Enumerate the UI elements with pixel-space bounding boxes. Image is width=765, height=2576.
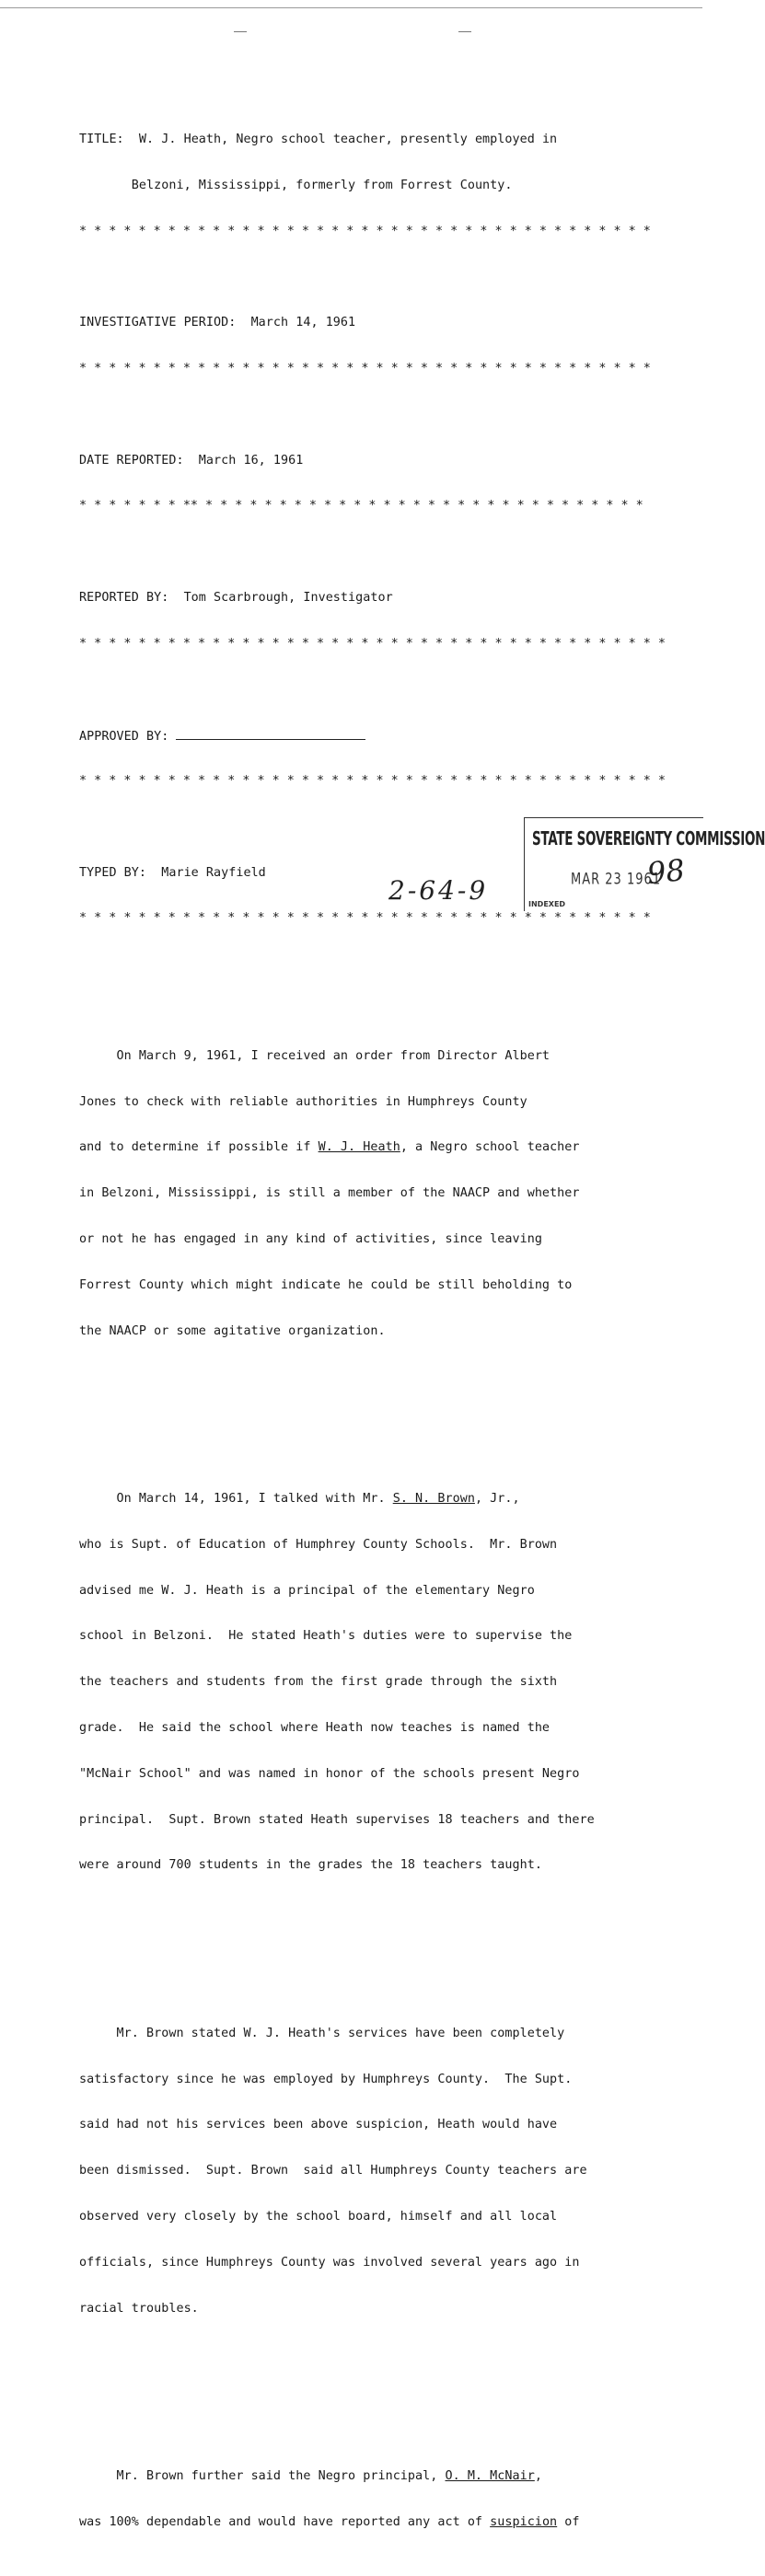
paragraph-line: school in Belzoni. He stated Heath's duties were to supervise the [79, 1629, 573, 1644]
paragraph-line: the NAACP or some agitative organization. [79, 1323, 386, 1338]
investigative-period: INVESTIGATIVE PERIOD: March 14, 1961 [79, 316, 356, 330]
top-border-line [0, 7, 702, 8]
paragraph-line: who is Supt. of Education of Humphrey County Schools. Mr. Brown [79, 1537, 558, 1552]
paragraph-line [79, 1492, 668, 1507]
text-fragment: On March 14, 1961, I talked with Mr. [79, 1492, 393, 1507]
star-separator: * * * * * * * * * * * * * * * * * * * * * * * * * * * * * * * * * * * * * * * [79, 362, 651, 376]
text-fragment: and to determine if possible if [79, 1140, 319, 1155]
paragraph-line: officials, since Humphreys County was involved several years ago in [79, 2255, 580, 2270]
title-line-2 [79, 179, 668, 194]
approved-by-row [79, 728, 668, 744]
star-separator: * * * * * * * * * * * * * * * * * * * * * * * * * * * * * * * * * * * * * * * [79, 224, 651, 238]
reported-by: REPORTED BY: Tom Scarbrough, Investigator [79, 591, 393, 605]
stamp-indexed-label: INDEXED [528, 900, 566, 908]
title-text: W. J. Heath, Negro school teacher, presently employed in [138, 133, 558, 147]
paragraph-line: advised me W. J. Heath is a principal of the elementary Negro [79, 1583, 535, 1598]
paragraph-3 [79, 1996, 668, 2348]
top-mark [458, 31, 471, 32]
paragraph-line: racial troubles. [79, 2301, 199, 2316]
paragraph-line: satisfactory since he was employed by Humphreys County. The Supt. [79, 2072, 573, 2086]
stamp-handwritten-number: 98 [645, 851, 687, 892]
paragraph-line: grade. He said the school where Heath now teaches is named the [79, 1720, 551, 1735]
approval-signature-line [176, 728, 365, 740]
paragraph-4 [79, 2439, 668, 2561]
star-separator: * * * * * * * ** * * * * * * * * * * * * * * * * * * * * * * * * * * * * * * [79, 499, 643, 514]
text-fragment: of [557, 2514, 580, 2529]
paragraph-line: "McNair School" and was named in honor of the schools present Negro [79, 1766, 580, 1781]
star-separator: * * * * * * * * * * * * * * * * * * * * * * * * * * * * * * * * * * * * * * * * [79, 636, 666, 651]
report-document [79, 102, 668, 2576]
paragraph-line [79, 1140, 668, 1156]
paragraph-line: principal. Supt. Brown stated Heath supervises 18 teachers and there [79, 1812, 595, 1827]
paragraph-line: On March 9, 1961, I received an order from Director Albert [79, 1048, 551, 1063]
paragraph-line [79, 2515, 668, 2531]
stamp-border [525, 817, 703, 818]
underlined-name: O. M. McNair [445, 2469, 535, 2484]
typed-by: TYPED BY: Marie Rayfield [79, 865, 266, 880]
paragraph-1 [79, 1019, 668, 1370]
paragraph-line: Mr. Brown stated W. J. Heath's services have been completely [79, 2026, 565, 2040]
underlined-name: W. J. Heath [318, 1140, 400, 1155]
paragraph-2 [79, 1461, 668, 1904]
stamp-date: MAR 23 1961 [571, 871, 662, 889]
star-separator: * * * * * * * * * * * * * * * * * * * * * * * * * * * * * * * * * * * * * * * * [79, 774, 666, 789]
text-fragment: was 100% dependable and would have reported any act of [79, 2514, 491, 2529]
title-text-continued: Belzoni, Mississippi, formerly from Forrest County. [131, 178, 513, 192]
date-reported: DATE REPORTED: March 16, 1961 [79, 453, 304, 468]
paragraph-line: Forrest County which might indicate he could be still beholding to [79, 1277, 573, 1292]
paragraph-line: said had not his services been above suspicion, Heath would have [79, 2118, 558, 2132]
paragraph-line: or not he has engaged in any kind of activities, since leaving [79, 1231, 542, 1246]
text-fragment: , Jr., [474, 1492, 520, 1507]
title-label: TITLE: [79, 133, 124, 147]
paragraph-line: were around 700 students in the grades the 18 teachers taught. [79, 1858, 542, 1873]
paragraph-line [79, 2469, 668, 2485]
text-fragment: Mr. Brown further said the Negro principal, [79, 2469, 446, 2484]
star-separator: * * * * * * * * * * * * * * * * * * * * * * * * * * * * * * * * * * * * * * * [79, 911, 651, 926]
paragraph-line: observed very closely by the school board, himself and all local [79, 2209, 558, 2224]
handwritten-file-number: 2-64-9 [388, 875, 489, 906]
text-fragment: , a Negro school teacher [400, 1140, 580, 1155]
text-fragment: , [534, 2469, 542, 2484]
paragraph-line: the teachers and students from the first grade through the sixth [79, 1675, 558, 1690]
paragraph-line: in Belzoni, Mississippi, is still a member of the NAACP and whether [79, 1186, 580, 1201]
commission-stamp [524, 817, 765, 911]
title-line [79, 133, 668, 148]
top-mark [234, 31, 247, 32]
approved-by-label: APPROVED BY: [79, 730, 177, 745]
paragraph-line: been dismissed. Supt. Brown said all Humphreys County teachers are [79, 2164, 587, 2178]
stamp-title: STATE SOVEREIGNTY COMMISSION [532, 828, 765, 850]
paragraph-line: Jones to check with reliable authorities in Humphreys County [79, 1094, 527, 1109]
underlined-name: S. N. Brown [392, 1492, 475, 1507]
underlined-word: suspicion [490, 2514, 558, 2529]
